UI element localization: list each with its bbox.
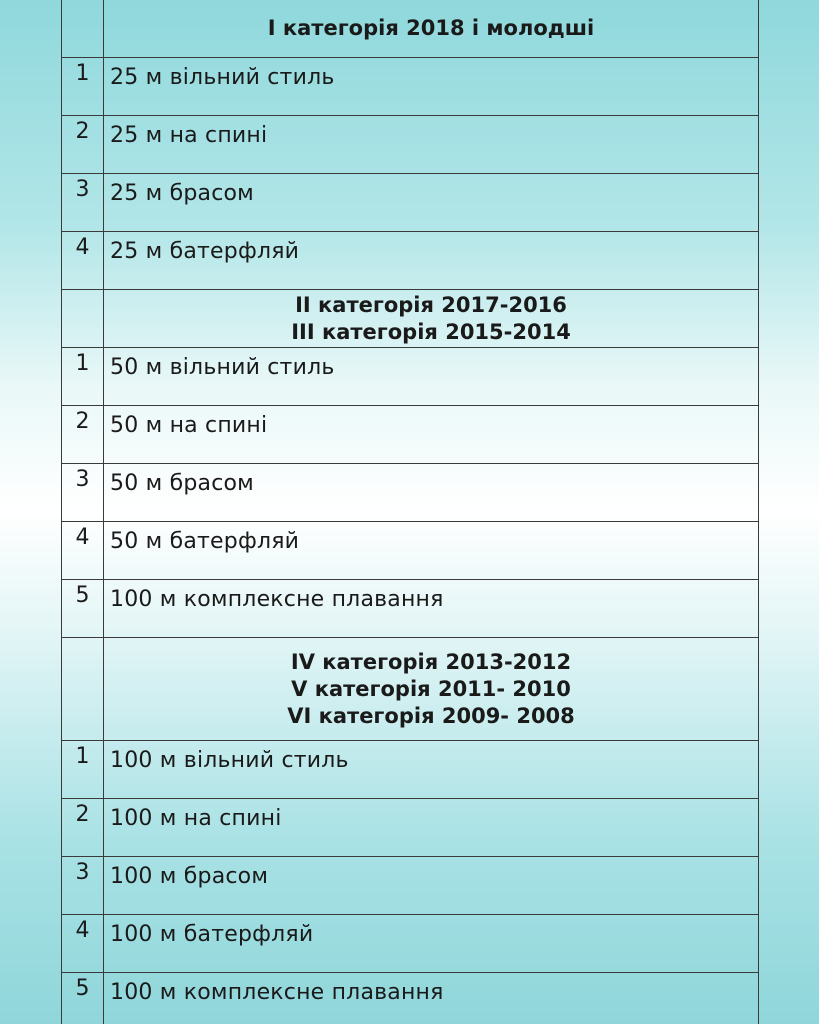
event-number: 5 [62, 973, 104, 1024]
event-row [62, 464, 758, 522]
section-header-line: VI категорія 2009- 2008 [287, 703, 575, 728]
section-header-line: III категорія 2015-2014 [291, 319, 571, 344]
section-header-row [62, 290, 758, 348]
event-number: 1 [62, 741, 104, 798]
number-cell-empty [62, 0, 104, 57]
event-row [62, 857, 758, 915]
number-cell-empty [62, 638, 104, 740]
event-number: 3 [62, 857, 104, 914]
event-row [62, 915, 758, 973]
event-row [62, 799, 758, 857]
events-table [61, 0, 759, 1024]
event-number: 4 [62, 522, 104, 579]
event-number: 3 [62, 464, 104, 521]
section-header-line: I категорія 2018 і молодші [267, 16, 595, 40]
event-name: 100 м комплексне плавання [110, 587, 444, 612]
section-header-line: IV категорія 2013-2012 [290, 649, 572, 674]
event-row [62, 232, 758, 290]
event-number: 3 [62, 174, 104, 231]
event-name: 100 м вільний стиль [110, 748, 349, 773]
event-name: 50 м вільний стиль [110, 355, 335, 380]
event-number: 5 [62, 580, 104, 637]
event-row [62, 522, 758, 580]
event-name: 100 м на спині [110, 806, 282, 831]
event-name: 25 м вільний стиль [110, 65, 335, 90]
event-row [62, 580, 758, 638]
event-row [62, 174, 758, 232]
event-name: 50 м батерфляй [110, 529, 300, 554]
event-number: 2 [62, 799, 104, 856]
section-header [104, 0, 758, 57]
event-number: 1 [62, 348, 104, 405]
section-header-row [62, 0, 758, 58]
event-number: 1 [62, 58, 104, 115]
event-name: 25 м батерфляй [110, 239, 300, 264]
event-name: 50 м брасом [110, 471, 254, 496]
event-name: 100 м комплексне плавання [110, 980, 444, 1005]
event-row [62, 348, 758, 406]
section-header-line: II категорія 2017-2016 [295, 292, 567, 317]
event-number: 2 [62, 406, 104, 463]
number-cell-empty [62, 290, 104, 347]
event-row [62, 973, 758, 1024]
event-name: 25 м на спині [110, 123, 268, 148]
event-row [62, 741, 758, 799]
event-row [62, 58, 758, 116]
section-header [104, 638, 758, 740]
event-row [62, 116, 758, 174]
event-row [62, 406, 758, 464]
event-name: 100 м брасом [110, 864, 269, 889]
event-name: 25 м брасом [110, 181, 254, 206]
event-number: 2 [62, 116, 104, 173]
section-header [104, 290, 758, 347]
event-number: 4 [62, 915, 104, 972]
event-number: 4 [62, 232, 104, 289]
event-name: 50 м на спині [110, 413, 268, 438]
section-header-line: V категорія 2011- 2010 [291, 676, 571, 701]
event-name: 100 м батерфляй [110, 922, 314, 947]
section-header-row [62, 638, 758, 741]
